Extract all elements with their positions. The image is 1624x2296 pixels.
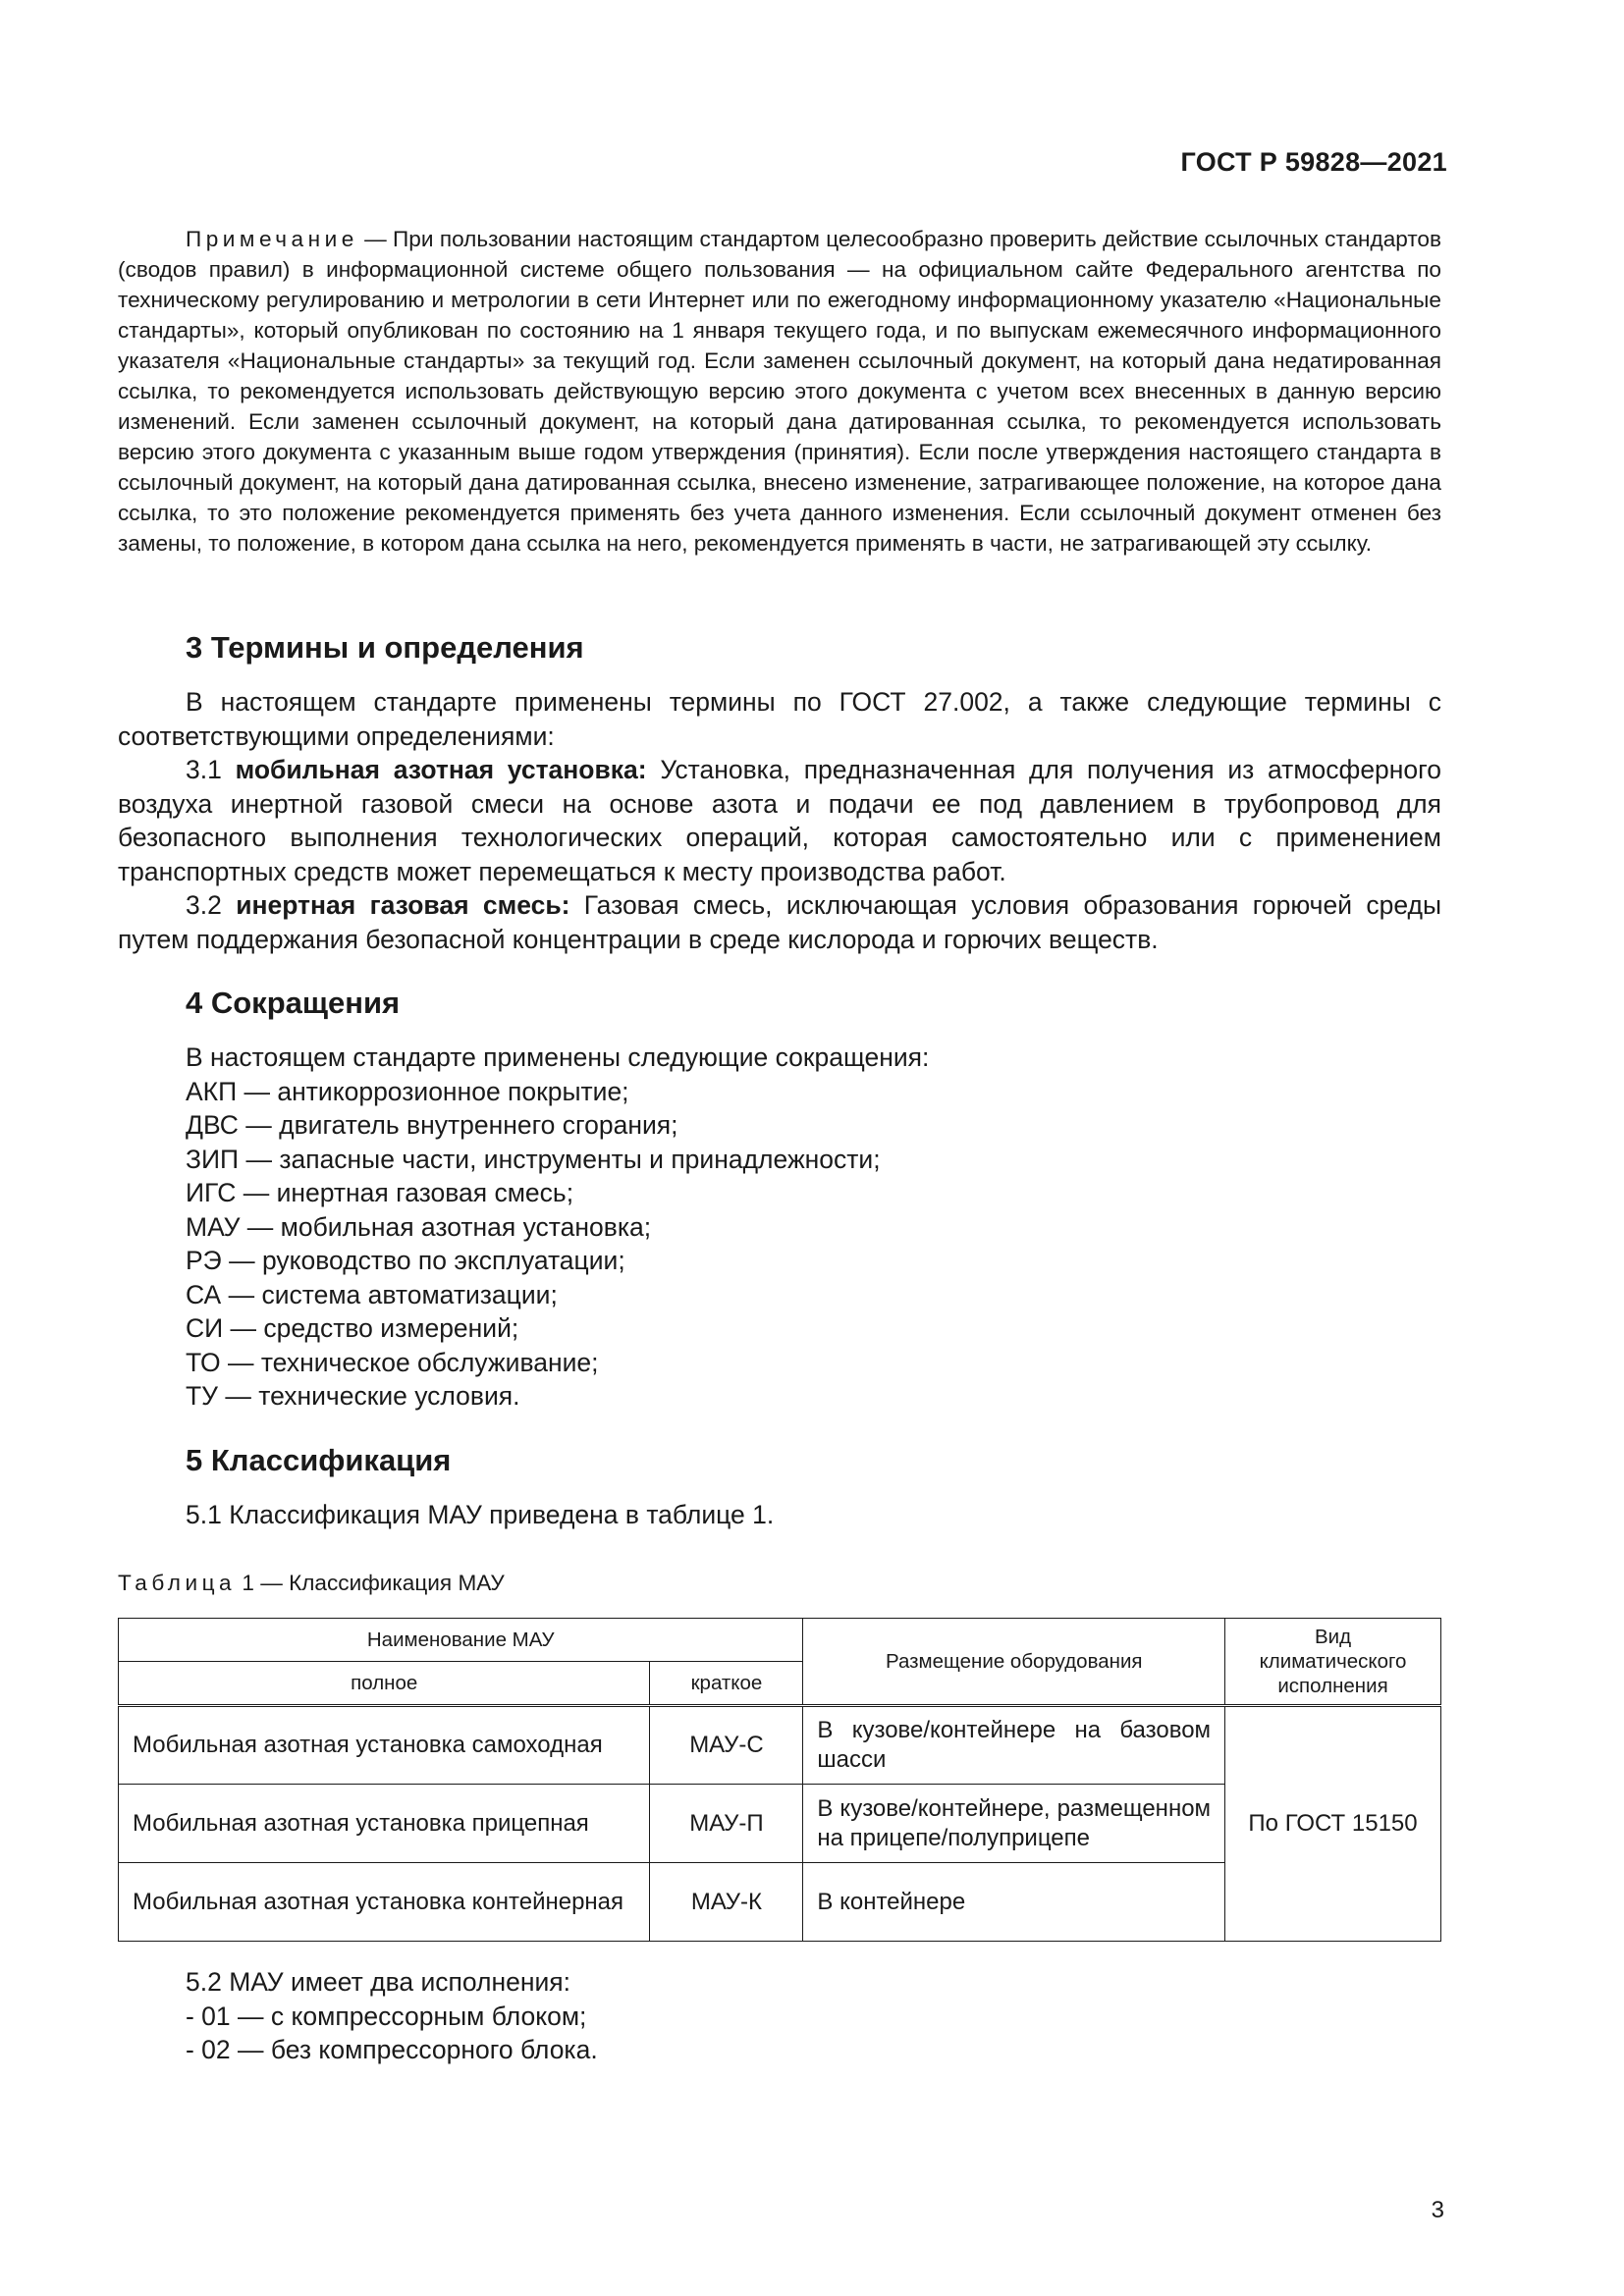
cell-full: Мобильная азотная установка самоходная	[119, 1706, 650, 1785]
cell-short: МАУ-С	[650, 1706, 803, 1785]
cell-short: МАУ-П	[650, 1785, 803, 1863]
section-5-title: 5 Классификация	[186, 1442, 452, 1477]
cell-placement: В кузове/контейнере, размещенном на прицепе/полуприцепе	[803, 1785, 1225, 1863]
term-3-2-definition: Газовая смесь, исключающая условия образования горючей среды путем поддержания безопасной концентрации в среде кислорода и горючих веществ.	[118, 890, 1441, 954]
cell-placement: В кузове/контейнере на базовом шасси	[803, 1706, 1225, 1785]
abbreviation-item: СИ — средство измерений;	[186, 1313, 519, 1343]
reference-note	[118, 224, 1441, 559]
header-climate: Вид климатического исполнения	[1225, 1619, 1441, 1706]
paragraph-5-1: 5.1 Классификация МАУ приведена в таблице 1.	[186, 1499, 775, 1529]
cell-climate: По ГОСТ 15150	[1225, 1706, 1441, 1942]
header-placement: Размещение оборудования	[803, 1619, 1225, 1706]
table-caption-label: Таблица	[118, 1571, 237, 1595]
cell-placement: В контейнере	[803, 1863, 1225, 1942]
table-caption-text: 1 — Классификация МАУ	[236, 1571, 505, 1595]
term-3-2-name: инертная газовая смесь:	[236, 890, 570, 920]
abbreviation-item: МАУ — мобильная азотная установка;	[186, 1211, 652, 1242]
cell-full: Мобильная азотная установка контейнерная	[119, 1863, 650, 1942]
main-content	[118, 628, 1441, 1531]
term-3-1-number: 3.1	[186, 755, 236, 784]
section-4-title: 4 Сокращения	[186, 986, 401, 1020]
note-text: — При пользовании настоящим стандартом целесообразно проверить действие ссылочных стандартов (сводов правил) в информационной системе общего пользования — на официальном сайте Федерального агентства по техническому регулированию и метрологии в сети Интернет или по ежегодному информационному указателю «Национальные стандарты», который опубликован по состоянию на 1 января текущего года, и по выпускам ежемесячного информационного указателя «Национальные стандарты» за текущий год. Если заменен ссылочный документ, на который дана недатированная ссылка, то рекомендуется использовать действующую версию этого документа с учетом всех внесенных в данную версию изменений. Если заменен ссылочный документ, на который дана датированная ссылка, то рекомендуется использовать версию этого документа с указанным выше годом утверждения (принятия). Если после утверждения настоящего стандарта в ссылочный документ, на который дана датированная ссылка, внесено изменение, затрагивающее положение, на которое дана ссылка, то это положение рекомендуется применять без учета данного изменения. Если ссылочный документ отменен без замены, то положение, в котором дана ссылка на него, рекомендуется применять в части, не затрагивающей эту ссылку.	[118, 227, 1441, 556]
table-caption	[118, 1571, 505, 1596]
abbreviation-item: ЗИП — запасные части, инструменты и принадлежности;	[186, 1144, 881, 1174]
cell-short: МАУ-К	[650, 1863, 803, 1942]
abbreviation-item: ДВС — двигатель внутреннего сгорания;	[186, 1110, 678, 1140]
term-3-1	[118, 753, 1441, 888]
abbreviation-item: ТО — техническое обслуживание;	[186, 1347, 599, 1377]
abbreviation-item: СА — система автоматизации;	[186, 1279, 558, 1309]
abbreviation-item: ТУ — технические условия.	[186, 1381, 520, 1411]
note-label: Примечание	[186, 227, 358, 251]
abbreviation-item: РЭ — руководство по эксплуатации;	[186, 1246, 625, 1275]
header-short: краткое	[650, 1661, 803, 1705]
classification-table	[118, 1618, 1441, 1942]
variant-item: - 01 — с компрессорным блоком;	[186, 2001, 587, 2031]
term-3-2-number: 3.2	[186, 890, 237, 920]
section-3-title: 3 Термины и определения	[186, 630, 584, 665]
header-full: полное	[119, 1661, 650, 1705]
section-3-intro: В настоящем стандарте применены термины по ГОСТ 27.002, а также следующие термины с соответствующими определениями:	[118, 687, 1441, 751]
variant-item: - 02 — без компрессорного блока.	[186, 2035, 598, 2064]
section-4-intro: В настоящем стандарте применены следующие сокращения:	[186, 1042, 930, 1072]
cell-full: Мобильная азотная установка прицепная	[119, 1785, 650, 1863]
abbreviation-item: ИГС — инертная газовая смесь;	[186, 1178, 574, 1207]
abbreviation-item: АКП — антикоррозионное покрытие;	[186, 1076, 629, 1106]
page-number: 3	[1431, 2197, 1444, 2223]
section-5-continued	[118, 1965, 1441, 2067]
document-code: ГОСТ Р 59828—2021	[1180, 147, 1447, 177]
term-3-1-name: мобильная азотная установка:	[235, 755, 647, 784]
table-row	[119, 1706, 1441, 1785]
term-3-1-definition: Установка, предназначенная для получения из атмосферного воздуха инертной газовой смеси на основе азота и подачи ее под давлением в трубопровод для безопасного выполнения технологических операций, которая самостоятельно или с применением транспортных средств может перемещаться к месту производства работ.	[118, 755, 1441, 886]
header-name: Наименование МАУ	[119, 1619, 803, 1662]
abbreviation-list	[118, 1075, 1441, 1414]
term-3-2	[118, 888, 1441, 956]
paragraph-5-2: 5.2 МАУ имеет два исполнения:	[186, 1967, 570, 1997]
